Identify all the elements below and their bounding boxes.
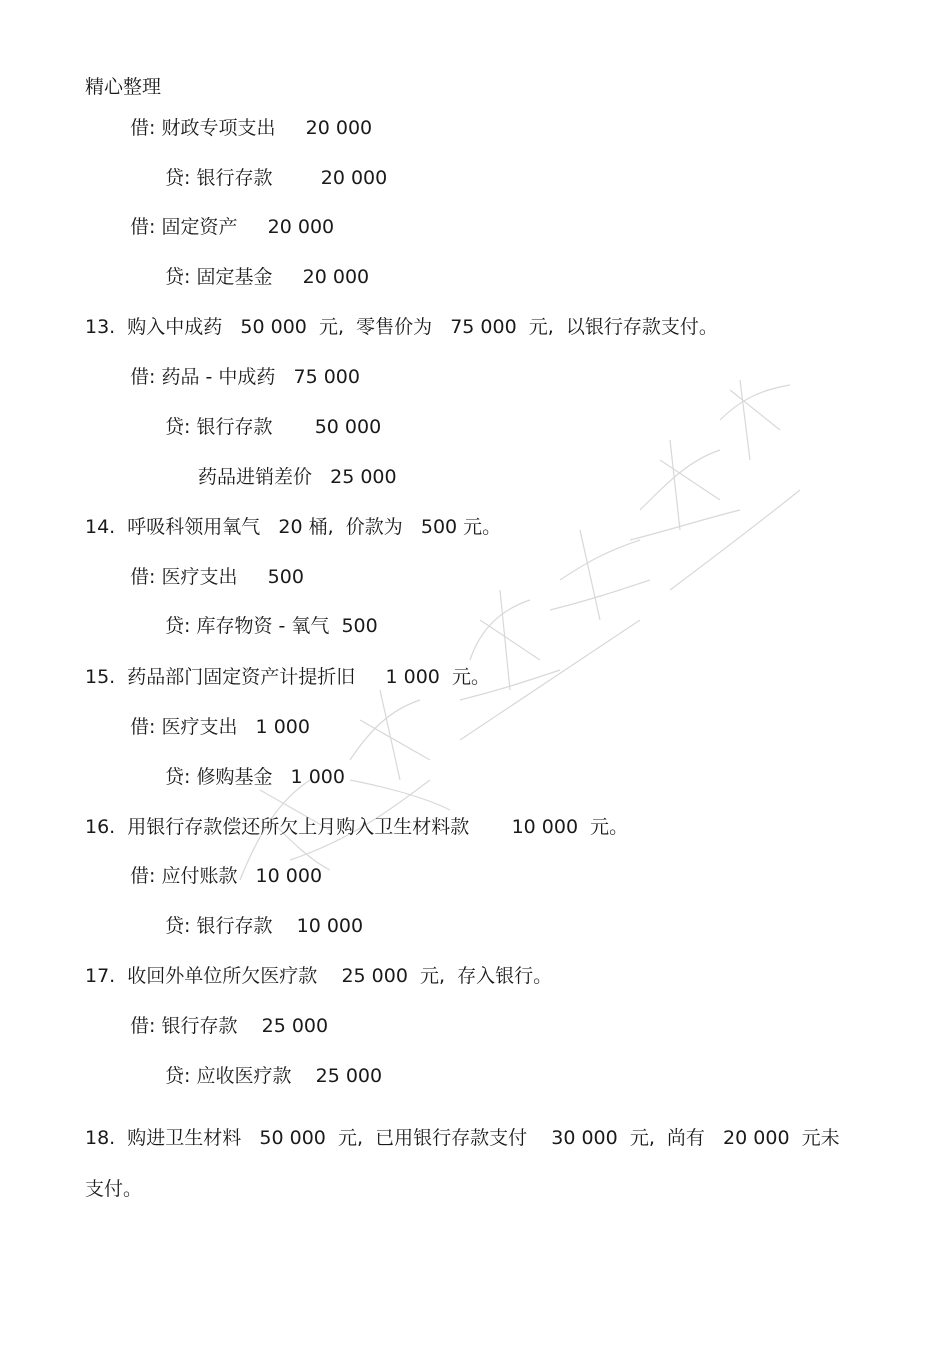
entry-debit: 借: 医疗支出 500 xyxy=(130,566,304,588)
entry-credit: 贷: 银行存款 20 000 xyxy=(165,167,388,189)
entry-credit: 贷: 库存物资 - 氧气 500 xyxy=(165,615,378,637)
entry-credit: 贷: 修购基金 1 000 xyxy=(165,766,345,788)
entry-debit: 借: 银行存款 25 000 xyxy=(130,1015,329,1037)
entry-debit: 借: 财政专项支出 20 000 xyxy=(130,117,373,139)
entry-debit: 借: 固定资产 20 000 xyxy=(130,216,335,238)
entry-credit: 贷: 应收医疗款 25 000 xyxy=(165,1065,383,1087)
question-18-continued: 支付。 xyxy=(85,1178,143,1200)
page-header: 精心整理 xyxy=(85,76,162,98)
question-17: 17. 收回外单位所欠医疗款 25 000 元, 存入银行。 xyxy=(85,965,553,987)
entry-credit: 药品进销差价 25 000 xyxy=(198,466,397,488)
entry-debit: 借: 药品 - 中成药 75 000 xyxy=(130,366,360,388)
entry-debit: 借: 应付账款 10 000 xyxy=(130,865,323,887)
question-14: 14. 呼吸科领用氧气 20 桶, 价款为 500 元。 xyxy=(85,516,502,538)
question-16: 16. 用银行存款偿还所欠上月购入卫生材料款 10 000 元。 xyxy=(85,816,629,838)
question-13: 13. 购入中成药 50 000 元, 零售价为 75 000 元, 以银行存款支付。 xyxy=(85,316,718,338)
entry-credit: 贷: 银行存款 10 000 xyxy=(165,915,364,937)
question-18: 18. 购进卫生材料 50 000 元, 已用银行存款支付 30 000 元, 尚有 20 000 元未 xyxy=(85,1127,840,1149)
entry-debit: 借: 医疗支出 1 000 xyxy=(130,716,310,738)
entry-credit: 贷: 固定基金 20 000 xyxy=(165,266,370,288)
question-15: 15. 药品部门固定资产计提折旧 1 000 元。 xyxy=(85,666,490,688)
entry-credit: 贷: 银行存款 50 000 xyxy=(165,416,382,438)
